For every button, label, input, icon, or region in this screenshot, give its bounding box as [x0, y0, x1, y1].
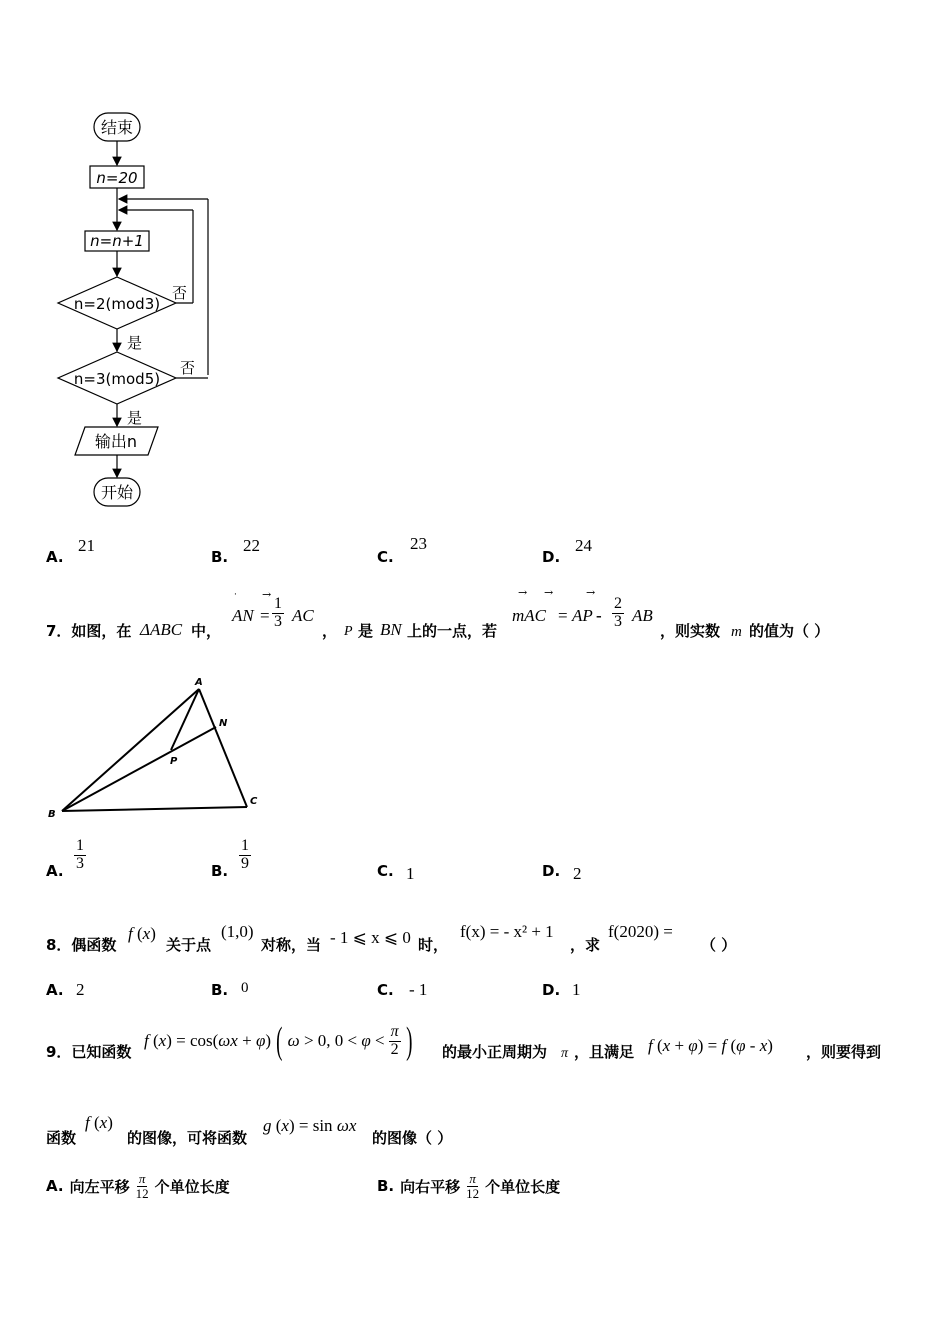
q9-line2-a: 函数	[46, 1129, 77, 1147]
q9-number: 9．已知函数	[46, 1043, 132, 1061]
yes-label-1: 是	[127, 334, 143, 352]
q8-range: - 1 ⩽ x ⩽ 0	[330, 928, 411, 947]
q8-function: f(x) = - x² + 1	[460, 922, 554, 941]
increment-label: n=n+1	[90, 232, 144, 250]
q8-text-2: 对称，当	[261, 936, 322, 954]
q8-option-c-value: - 1	[409, 980, 428, 999]
q8-option-c-letter[interactable]: C.	[377, 981, 394, 999]
q7-text-3: 是	[358, 622, 374, 640]
q7-triangle-figure	[40, 670, 280, 830]
q8-option-b-letter[interactable]: B.	[211, 981, 229, 999]
q9-text-1: 的最小正周期为	[442, 1043, 548, 1061]
q9-option-b-text2: 个单位长度	[485, 1177, 561, 1196]
q8-fx: f (x)	[128, 924, 156, 943]
q9-function-definition: f (x) = cos(ωx + φ) ( ω > 0, 0 < φ < $\frac{\pi}{2}$ )	[144, 1020, 413, 1062]
q8-option-b-value: 0	[241, 980, 249, 996]
q9-line2-b: 的图像，可将函数	[127, 1129, 248, 1147]
q6-option-d-value: 24	[575, 536, 592, 555]
q8-text-1: 关于点	[166, 936, 212, 954]
q9-option-b-letter: B.	[377, 1177, 395, 1196]
q7-option-b-letter[interactable]: B.	[211, 862, 229, 880]
q7-option-d-letter[interactable]: D.	[542, 862, 561, 880]
q7-option-b-fraction: $\frac{1}{9}$	[241, 837, 249, 872]
q8-option-a-value: 2	[76, 980, 85, 999]
q7-segment-bn: BN	[380, 620, 402, 639]
q8-option-a-letter[interactable]: A.	[46, 981, 64, 999]
q7-option-c-letter[interactable]: C.	[377, 862, 394, 880]
q9-option-a-fraction: $\frac{\pi}{12}$	[135, 1171, 149, 1201]
vertex-b-label: B	[48, 809, 56, 820]
point-n-label: N	[219, 718, 228, 729]
q6-option-b-letter[interactable]: B.	[211, 548, 229, 566]
q9-pi: π	[561, 1046, 569, 1061]
q7-text-4: 上的一点，若	[407, 622, 498, 640]
q7-number: 7．如图，在	[46, 622, 132, 640]
end-label: 结束	[100, 118, 134, 137]
condition-mod3-label: n=2(mod3)	[73, 295, 161, 313]
q9-option-a-text2: 个单位长度	[154, 1177, 230, 1196]
q7-triangle: ΔABC	[140, 620, 183, 639]
q7-text-2: ，	[322, 622, 338, 640]
q6-option-d-letter[interactable]: D.	[542, 548, 561, 566]
q8-point: (1,0)	[221, 922, 254, 941]
start-label: 开始	[100, 483, 134, 502]
q7-text-5: ，则实数	[660, 622, 721, 640]
q7-option-a-fraction: $\frac{1}{3}$	[76, 837, 84, 872]
q8-option-d-letter[interactable]: D.	[542, 981, 561, 999]
q8-ask: f(2020) =	[608, 922, 673, 941]
q7-variable-m: m	[731, 624, 742, 640]
output-label: 输出n	[94, 432, 138, 451]
vertex-c-label: C	[250, 796, 258, 807]
yes-label-2: 是	[127, 409, 143, 427]
flowchart	[50, 105, 230, 515]
q6-option-a-letter[interactable]: A.	[46, 548, 64, 566]
condition-mod5-label: n=3(mod5)	[73, 370, 161, 388]
q9-fx: f (x)	[85, 1113, 113, 1132]
q9-line2-c: 的图像（ ）	[372, 1129, 453, 1147]
q9-option-b[interactable]	[377, 1172, 560, 1200]
q7-text-6: 的值为（ ）	[749, 622, 830, 640]
q9-option-a-text1: 向左平移	[69, 1177, 130, 1196]
q8-text-3: 时，	[418, 936, 449, 954]
q9-gx: g (x) = sin ωx	[263, 1116, 357, 1135]
q6-option-c-value: 23	[410, 534, 427, 553]
q7-point-p: P	[344, 624, 353, 639]
q9-text-2: ，且满足	[574, 1043, 635, 1061]
q9-option-b-fraction: $\frac{\pi}{12}$	[466, 1171, 480, 1201]
q9-text-3: ，则要得到	[806, 1043, 882, 1061]
q8-text-5: （ ）	[701, 936, 737, 954]
q6-option-c-letter[interactable]: C.	[377, 548, 394, 566]
no-label-2: 否	[180, 359, 196, 377]
q9-option-b-text1: 向右平移	[400, 1177, 461, 1196]
q6-option-a-value: 21	[78, 536, 95, 555]
q7-option-c-value: 1	[406, 864, 415, 883]
q7-option-a-letter[interactable]: A.	[46, 862, 64, 880]
no-label-1: 否	[172, 284, 188, 302]
q7-option-d-value: 2	[573, 864, 582, 883]
q7-text-1: 中，	[191, 622, 222, 640]
point-p-label: P	[170, 756, 178, 767]
init-label: n=20	[96, 169, 138, 187]
q8-text-4: ，求	[570, 936, 601, 954]
q8-option-d-value: 1	[572, 980, 581, 999]
q6-option-b-value: 22	[243, 536, 260, 555]
vertex-a-label: A	[195, 677, 203, 688]
q9-condition: f (x + φ) = f (φ - x)	[648, 1036, 773, 1055]
q9-option-a[interactable]	[46, 1172, 230, 1200]
q8-number: 8．偶函数	[46, 936, 117, 954]
q9-option-a-letter: A.	[46, 1177, 64, 1196]
